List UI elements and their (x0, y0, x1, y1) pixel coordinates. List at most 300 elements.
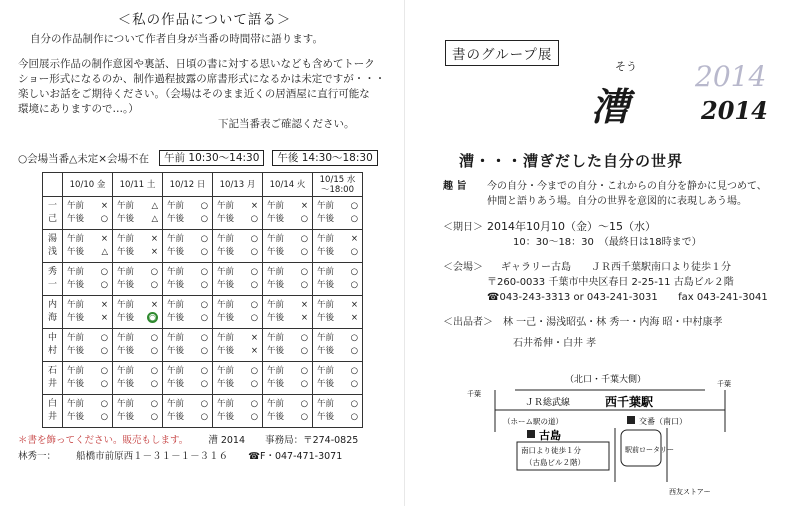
slot-label: 午前 (67, 300, 85, 310)
slot-label: 午後 (67, 379, 85, 389)
slot-label: 午前 (117, 201, 135, 211)
duty-mark: ○ (200, 214, 208, 224)
morning-slot (67, 299, 108, 312)
map-rotary: 駅前ロータリー (625, 446, 674, 454)
slot-label: 午前 (267, 333, 285, 343)
slot-label: 午後 (267, 247, 285, 257)
period-row (443, 219, 802, 235)
duty-mark: ○ (200, 333, 208, 343)
schedule-cell (313, 362, 363, 395)
afternoon-slot (117, 378, 158, 391)
schedule-cell (113, 263, 163, 296)
legend-text: ○会場当番△未定×会場不在 (18, 152, 150, 165)
schedule-cell (163, 197, 213, 230)
contact-phone: ☎F・047-471-3071 (248, 451, 343, 462)
afternoon-slot (317, 246, 358, 259)
footer-line-1 (18, 432, 391, 446)
duty-mark: ○ (250, 366, 258, 376)
slot-label: 午前 (67, 399, 85, 409)
slot-label: 午後 (217, 247, 235, 257)
schedule-cell (63, 362, 113, 395)
slot-label: 午前 (67, 201, 85, 211)
morning-slot (67, 398, 108, 411)
morning-slot (217, 233, 258, 246)
slot-label: 午後 (117, 379, 135, 389)
afternoon-slot (317, 345, 358, 358)
theme-row (443, 179, 802, 194)
schedule-cell (113, 395, 163, 428)
duty-mark: × (100, 234, 108, 244)
schedule-cell (163, 263, 213, 296)
schedule-cell (263, 197, 313, 230)
duty-mark: × (300, 300, 308, 310)
handdrawn-circle-mark: ○ (147, 312, 158, 323)
afternoon-slot (167, 246, 208, 259)
contact-name: 林秀一： (18, 451, 57, 462)
slot-label: 午後 (67, 313, 85, 323)
morning-slot (317, 200, 358, 213)
slot-label: 午前 (267, 300, 285, 310)
morning-slot (167, 266, 208, 279)
schedule-cell (213, 197, 263, 230)
slot-label: 午後 (117, 346, 135, 356)
afternoon-slot (317, 312, 358, 325)
duty-mark: × (100, 201, 108, 211)
duty-mark: ○ (300, 267, 308, 277)
period-label: ＜期日＞ (443, 222, 483, 233)
slot-label: 午後 (317, 280, 335, 290)
duty-mark: ○ (350, 412, 358, 422)
date-header: 10/11 土 (113, 173, 163, 197)
slot-label: 午前 (67, 267, 85, 277)
duty-mark: ○ (100, 280, 108, 290)
slot-label: 午前 (317, 399, 335, 409)
map-plaza: （ホーム駅の道） (503, 417, 563, 426)
map-store: 西友ストアー (669, 488, 711, 496)
slot-label: 午後 (317, 214, 335, 224)
slot-label: 午前 (167, 267, 185, 277)
slot-label: 午前 (217, 399, 235, 409)
morning-slot (317, 233, 358, 246)
slot-label: 午前 (167, 399, 185, 409)
duty-mark: ○ (150, 346, 158, 356)
slot-label: 午後 (217, 214, 235, 224)
duty-mark: ○ (150, 366, 158, 376)
slot-label: 午後 (167, 346, 185, 356)
duty-mark: ○ (200, 300, 208, 310)
corner-cell (43, 173, 63, 197)
afternoon-slot (217, 411, 258, 424)
afternoon-slot (217, 246, 258, 259)
schedule-cell (113, 230, 163, 263)
morning-slot (317, 332, 358, 345)
duty-mark: × (250, 346, 258, 356)
map-police-box (627, 416, 635, 424)
afternoon-slot (167, 213, 208, 226)
duty-mark: ○ (200, 366, 208, 376)
schedule-cell (163, 395, 213, 428)
venue-name: ギャラリー古島 ＪＲ西千葉駅南口より徒歩１分 (501, 262, 731, 273)
kanji-reading: そう (615, 60, 637, 73)
morning-slot (217, 332, 258, 345)
slot-label: 午前 (267, 267, 285, 277)
slot-label: 午後 (267, 346, 285, 356)
slot-label: 午前 (267, 234, 285, 244)
duty-mark: ○ (300, 333, 308, 343)
duty-mark: ○ (250, 412, 258, 422)
schedule-cell (213, 230, 263, 263)
slot-label: 午後 (67, 280, 85, 290)
slot-label: 午後 (217, 379, 235, 389)
slot-label: 午前 (317, 366, 335, 376)
slot-label: 午前 (217, 333, 235, 343)
theme-text: 今の自分・今までの自分・これからの自分を静かに見つめて、 (487, 181, 767, 192)
theme-text-2: 仲間と語りあう場。自分の世界を意図的に表現しあう場。 (487, 196, 747, 207)
footer-exhibit-name: 漕 2014 (208, 435, 246, 446)
schedule-cell (263, 362, 313, 395)
schedule-cell (113, 362, 163, 395)
slot-label: 午後 (167, 247, 185, 257)
afternoon-slot (267, 378, 308, 391)
schedule-cell (213, 395, 263, 428)
slot-label: 午後 (317, 412, 335, 422)
duty-mark: ○ (250, 379, 258, 389)
talk-para-line: 楽しいお話をご期待ください。（会場はそのまま近くの居酒屋に直行可能な (18, 88, 370, 100)
schedule-row (43, 197, 363, 230)
venue-tel-1: ☎043-243-3313 (487, 292, 571, 303)
afternoon-slot (217, 312, 258, 325)
schedule-cell (313, 263, 363, 296)
schedule-cell (313, 329, 363, 362)
duty-mark: ○ (350, 267, 358, 277)
duty-mark: ○ (200, 379, 208, 389)
morning-slot (167, 332, 208, 345)
afternoon-slot (117, 345, 158, 358)
slot-label: 午後 (167, 214, 185, 224)
talk-para-note: 下記当番表ご確認ください。 (218, 118, 355, 130)
schedule-cell (313, 395, 363, 428)
afternoon-slot (117, 411, 158, 424)
slot-label: 午前 (117, 267, 135, 277)
duty-mark: ○ (250, 300, 258, 310)
slot-label: 午後 (67, 412, 85, 422)
slot-label: 午後 (217, 346, 235, 356)
map-dir-left: 千葉 (467, 390, 481, 398)
slot-label: 午前 (267, 366, 285, 376)
duty-mark: ○ (150, 267, 158, 277)
duty-mark: ○ (100, 346, 108, 356)
talk-para-line: 環境にありますので…。） (18, 103, 139, 115)
afternoon-slot (117, 279, 158, 292)
talk-para-line: 今回展示作品の制作意図や裏話、日頃の書に対する思いなども含めてトーク (18, 58, 375, 70)
duty-mark: ○ (150, 333, 158, 343)
slot-label: 午前 (117, 300, 135, 310)
afternoon-slot (317, 279, 358, 292)
duty-mark: × (300, 201, 308, 211)
morning-slot (117, 266, 158, 279)
date-header: 10/15 水 ～18:00 (313, 173, 363, 197)
exhibition-subtitle: 漕・・・漕ぎだした自分の世界 (459, 152, 684, 170)
morning-slot (267, 200, 308, 213)
date-header: 10/10 金 (63, 173, 113, 197)
slot-label: 午後 (267, 214, 285, 224)
afternoon-slot (117, 312, 158, 325)
exhibition-kanji: 漕 (591, 84, 630, 129)
member-name: 中 村 (43, 329, 63, 362)
exhibitors-list-1: 林 一己・湯浅昭弘・林 秀一・内海 昭・中村康孝 (503, 317, 723, 328)
morning-slot (217, 266, 258, 279)
duty-mark: ○ (200, 412, 208, 422)
slot-label: 午後 (167, 412, 185, 422)
map-station: 西千葉駅 (605, 395, 654, 409)
schedule-cell (213, 329, 263, 362)
duty-mark: △ (101, 247, 108, 257)
duty-mark: × (350, 234, 358, 244)
duty-mark: ○ (250, 399, 258, 409)
slot-label: 午後 (267, 379, 285, 389)
slot-label: 午前 (67, 366, 85, 376)
exhibition-year: 2014 (701, 96, 768, 125)
slot-label: 午前 (267, 399, 285, 409)
member-name: 白 井 (43, 395, 63, 428)
slot-label: 午後 (67, 247, 85, 257)
venue-tel-2: 043-241-3031 (586, 292, 658, 303)
duty-mark: ○ (100, 399, 108, 409)
slot-label: 午前 (317, 234, 335, 244)
date-header: 10/14 火 (263, 173, 313, 197)
schedule-cell (63, 197, 113, 230)
duty-mark: ○ (100, 379, 108, 389)
duty-mark: ○ (350, 247, 358, 257)
slot-label: 午後 (117, 280, 135, 290)
slot-label: 午後 (317, 247, 335, 257)
afternoon-slot (317, 378, 358, 391)
schedule-legend (18, 150, 391, 166)
schedule-cell (163, 329, 213, 362)
venue-or: or (573, 292, 584, 303)
member-name: 一 己 (43, 197, 63, 230)
afternoon-slot (217, 279, 258, 292)
schedule-cell (63, 230, 113, 263)
schedule-cell (263, 296, 313, 329)
schedule-cell (313, 197, 363, 230)
morning-slot (117, 332, 158, 345)
duty-mark: ○ (300, 366, 308, 376)
schedule-cell (63, 296, 113, 329)
duty-mark: ○ (300, 214, 308, 224)
afternoon-slot (267, 213, 308, 226)
afternoon-slot (167, 345, 208, 358)
duty-mark: × (350, 300, 358, 310)
period-dates: 2014年10月10（金）～15（水） (487, 220, 656, 233)
morning-slot (67, 365, 108, 378)
afternoon-slot (117, 246, 158, 259)
schedule-cell (313, 230, 363, 263)
slot-label: 午後 (317, 313, 335, 323)
duty-mark: ○ (200, 201, 208, 211)
exhibitors-list-2: 石井希伸・白井 孝 (513, 338, 597, 349)
afternoon-slot (67, 378, 108, 391)
morning-slot (117, 233, 158, 246)
duty-mark: × (250, 201, 258, 211)
talk-title: ＜私の作品について語る＞ (117, 12, 292, 28)
duty-mark: ○ (200, 346, 208, 356)
duty-mark: × (250, 333, 258, 343)
slot-label: 午前 (117, 399, 135, 409)
period-hours: 10：30～18：30 （最終日は18時まで） (513, 237, 702, 248)
duty-mark: ○ (250, 313, 258, 323)
map-building: （古島ビル２階） (525, 458, 585, 467)
venue-label: ＜会場＞ (443, 262, 483, 273)
afternoon-slot (217, 345, 258, 358)
slot-label: 午前 (217, 201, 235, 211)
duty-mark: ○ (100, 412, 108, 422)
morning-slot (167, 200, 208, 213)
afternoon-slot (167, 279, 208, 292)
slot-label: 午前 (217, 234, 235, 244)
duty-mark: ○ (100, 214, 108, 224)
afternoon-slot (217, 213, 258, 226)
slot-label: 午後 (267, 313, 285, 323)
schedule-cell (263, 230, 313, 263)
member-name: 湯 浅 (43, 230, 63, 263)
venue-row (443, 260, 802, 275)
duty-mark: ○ (150, 399, 158, 409)
schedule-cell (113, 329, 163, 362)
morning-slot (217, 299, 258, 312)
afternoon-slot (317, 411, 358, 424)
date-header: 10/13 月 (213, 173, 263, 197)
slot-label: 午前 (117, 333, 135, 343)
morning-slot (267, 332, 308, 345)
duty-mark: × (300, 313, 308, 323)
slot-label: 午前 (167, 201, 185, 211)
morning-slot (217, 398, 258, 411)
talk-para-line: ショー形式になるのか、制作過程披露の席書形式になるかは未定ですが・・・ (18, 73, 386, 85)
access-map (455, 372, 745, 502)
morning-slot (267, 299, 308, 312)
afternoon-slot (67, 411, 108, 424)
afternoon-slot (167, 312, 208, 325)
schedule-cell (63, 329, 113, 362)
duty-mark: ○ (100, 267, 108, 277)
morning-slot (167, 233, 208, 246)
morning-slot (317, 365, 358, 378)
afternoon-slot (67, 213, 108, 226)
afternoon-slot (67, 246, 108, 259)
slot-label: 午後 (117, 412, 135, 422)
duty-mark: ○ (150, 412, 158, 422)
morning-slot (117, 200, 158, 213)
afternoon-slot (267, 345, 308, 358)
duty-mark: ○ (350, 214, 358, 224)
schedule-cell (263, 263, 313, 296)
slot-label: 午前 (267, 201, 285, 211)
slot-label: 午前 (217, 267, 235, 277)
venue-phones (443, 290, 802, 305)
schedule-cell (163, 296, 213, 329)
venue-fax: fax 043-241-3041 (678, 292, 768, 303)
schedule-row (43, 395, 363, 428)
morning-slot (167, 365, 208, 378)
schedule-cell (263, 329, 313, 362)
duty-mark: ○ (200, 234, 208, 244)
exhibitors-label: ＜出品者＞ (443, 317, 493, 328)
slot-label: 午後 (267, 280, 285, 290)
member-name: 石 井 (43, 362, 63, 395)
venue-address: 〒260-0033 千葉市中央区春日 2-25-11 古島ビル２階 (487, 277, 734, 288)
schedule-cell (313, 296, 363, 329)
schedule-cell (113, 296, 163, 329)
schedule-cell (213, 263, 263, 296)
afternoon-slot (67, 279, 108, 292)
slot-label: 午後 (217, 313, 235, 323)
duty-mark: ○ (200, 247, 208, 257)
duty-mark: ○ (300, 280, 308, 290)
afternoon-slot (117, 213, 158, 226)
slot-label: 午後 (167, 379, 185, 389)
afternoon-slot (267, 246, 308, 259)
afternoon-slot (67, 345, 108, 358)
afternoon-slot (67, 312, 108, 325)
slot-label: 午後 (267, 412, 285, 422)
theme-label: 趣 旨 (443, 181, 467, 192)
schedule-cell (113, 197, 163, 230)
slot-label: 午前 (217, 300, 235, 310)
duty-schedule-table (42, 172, 363, 428)
schedule-cell (63, 263, 113, 296)
slot-label: 午前 (167, 300, 185, 310)
slot-label: 午後 (167, 313, 185, 323)
morning-slot (117, 299, 158, 312)
duty-mark: ○ (300, 234, 308, 244)
duty-mark: × (150, 300, 158, 310)
member-name: 内 海 (43, 296, 63, 329)
slot-label: 午後 (117, 313, 135, 323)
duty-mark: ○ (200, 399, 208, 409)
schedule-row (43, 296, 363, 329)
map-gallery-marker (527, 430, 535, 438)
map-walk: 南口より徒歩１分 (521, 446, 581, 455)
duty-mark: ○ (250, 214, 258, 224)
slot-label: 午後 (117, 214, 135, 224)
slot-label: 午後 (67, 214, 85, 224)
group-exhibition-title: 書のグループ展 (445, 40, 559, 66)
display-note: ＊書を飾ってください。販売もします。 (18, 435, 189, 446)
footer-line-2 (18, 448, 391, 462)
duty-mark: × (100, 300, 108, 310)
duty-mark: ○ (150, 379, 158, 389)
slot-label: 午前 (67, 333, 85, 343)
afternoon-slot (217, 378, 258, 391)
morning-slot (217, 200, 258, 213)
schedule-row (43, 263, 363, 296)
duty-mark: × (150, 234, 158, 244)
duty-mark: × (150, 247, 158, 257)
exhibitors-row (443, 315, 802, 330)
exhibition-header (443, 0, 802, 150)
slot-label: 午前 (317, 267, 335, 277)
morning-slot (67, 266, 108, 279)
morning-slot (267, 266, 308, 279)
duty-mark: ○ (300, 346, 308, 356)
morning-time-box: 午前 10:30～14:30 (159, 150, 264, 166)
slot-label: 午前 (167, 366, 185, 376)
talk-intro: 自分の作品制作について作者自身が当番の時間帯に語ります。 (30, 33, 323, 45)
left-page (0, 0, 405, 506)
duty-mark: × (100, 313, 108, 323)
slot-label: 午前 (217, 366, 235, 376)
